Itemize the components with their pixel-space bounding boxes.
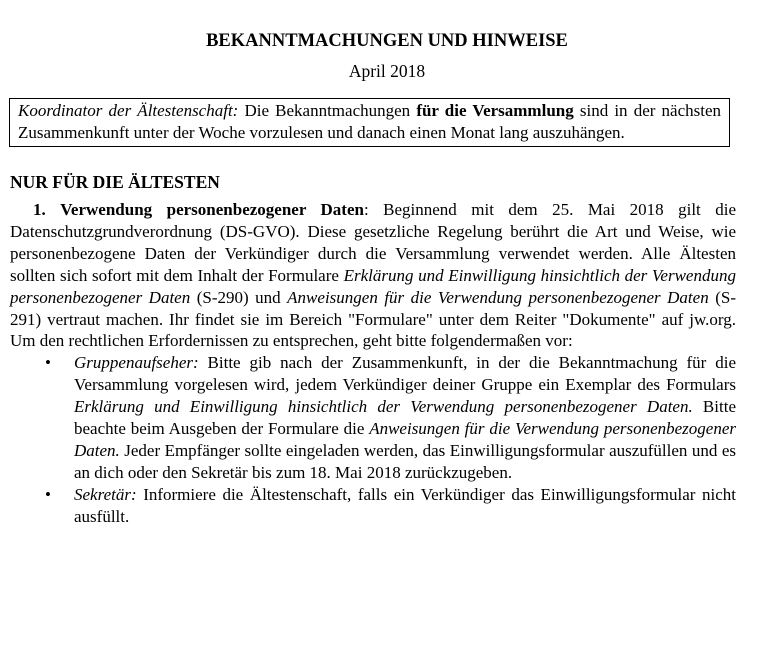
item-text-1: : Beginnend mit dem 25. Mai 2018 gilt die Datenschutzgrundverordnung (DS-GVO). Diese gesetzliche Regelung berührt die Art und Weise, wie personenbezogene Daten der Verkündiger durch die Versammlung verwendet werden. Alle Ältesten sollten sich sofort mit dem Inhalt der Formulare xyxy=(10,200,737,285)
item-form-s290: Erklärung und Einwilligung hinsichtlich der Verwendung personenbezogener Daten xyxy=(10,265,736,307)
list-item-group-overseer xyxy=(10,352,736,483)
bullet-text-1: Bitte gib nach der Zusammenkunft, in der die Bekanntmachung für die Versammlung vorgelesen wird, jedem Verkündiger deiner Gruppe ein Exemplar des Formulars xyxy=(74,353,736,395)
coordinator-notice-box xyxy=(9,98,730,147)
notice-role: Koordinator der Ältestenschaft: xyxy=(18,101,239,120)
section-heading: NUR FÜR DIE ÄLTESTEN xyxy=(10,172,220,192)
bullet-role: Gruppenaufseher: xyxy=(74,353,199,373)
bullet-form-1: Erklärung und Einwilligung hinsichtlich der Verwendung personenbezogener Daten. xyxy=(74,397,693,417)
bullet-form-2: Anweisungen für die Verwendung personenbezogener Daten. xyxy=(74,419,737,460)
item-title: Verwendung personenbezogener Daten xyxy=(60,200,364,219)
item-data-protection xyxy=(10,199,736,528)
bullet-text-1: Informiere die Ältestenschaft, falls ein Verkündiger das Einwilligungsformular nicht ausfüllt. xyxy=(74,484,736,526)
document-date: April 2018 xyxy=(348,61,426,81)
bullet-text-3: Jeder Empfänger sollte eingeladen werden, das Einwilligungsformular auszufüllen und es an dich oder den Sekretär bis zum 18. Mai 2018 zurückzugeben. xyxy=(74,440,736,482)
item-form-s291: Anweisungen für die Verwendung personenbezogener Daten xyxy=(287,287,709,307)
instruction-list xyxy=(10,352,736,527)
list-item-secretary xyxy=(10,484,736,528)
notice-bold: für die Versammlung xyxy=(416,101,574,120)
notice-text-after: sind in der nächsten Zusammenkunft unter der Woche vorzulesen und danach einen Monat lang auszuhängen. xyxy=(18,101,722,142)
bullet-icon: • xyxy=(45,484,51,504)
item-text-3: (S-291) vertraut machen. Ihr findet sie im Bereich "Formulare" unter dem Reiter "Dokumente" auf jw.org. Um den rechtlichen Erfordernissen zu entsprechen, geht bitte folgendermaßen vor: xyxy=(10,287,736,351)
notice-text-before: Die Bekanntmachungen xyxy=(238,101,417,120)
document-title: BEKANNTMACHUNGEN UND HINWEISE xyxy=(206,31,568,51)
bullet-icon: • xyxy=(45,353,51,373)
item-text-2: (S-290) und xyxy=(190,287,288,307)
bullet-text-2: Bitte beachte beim Ausgeben der Formulare die xyxy=(74,397,736,439)
bullet-role: Sekretär: xyxy=(74,484,137,504)
item-paragraph xyxy=(10,199,736,352)
item-number: 1. xyxy=(33,200,46,219)
